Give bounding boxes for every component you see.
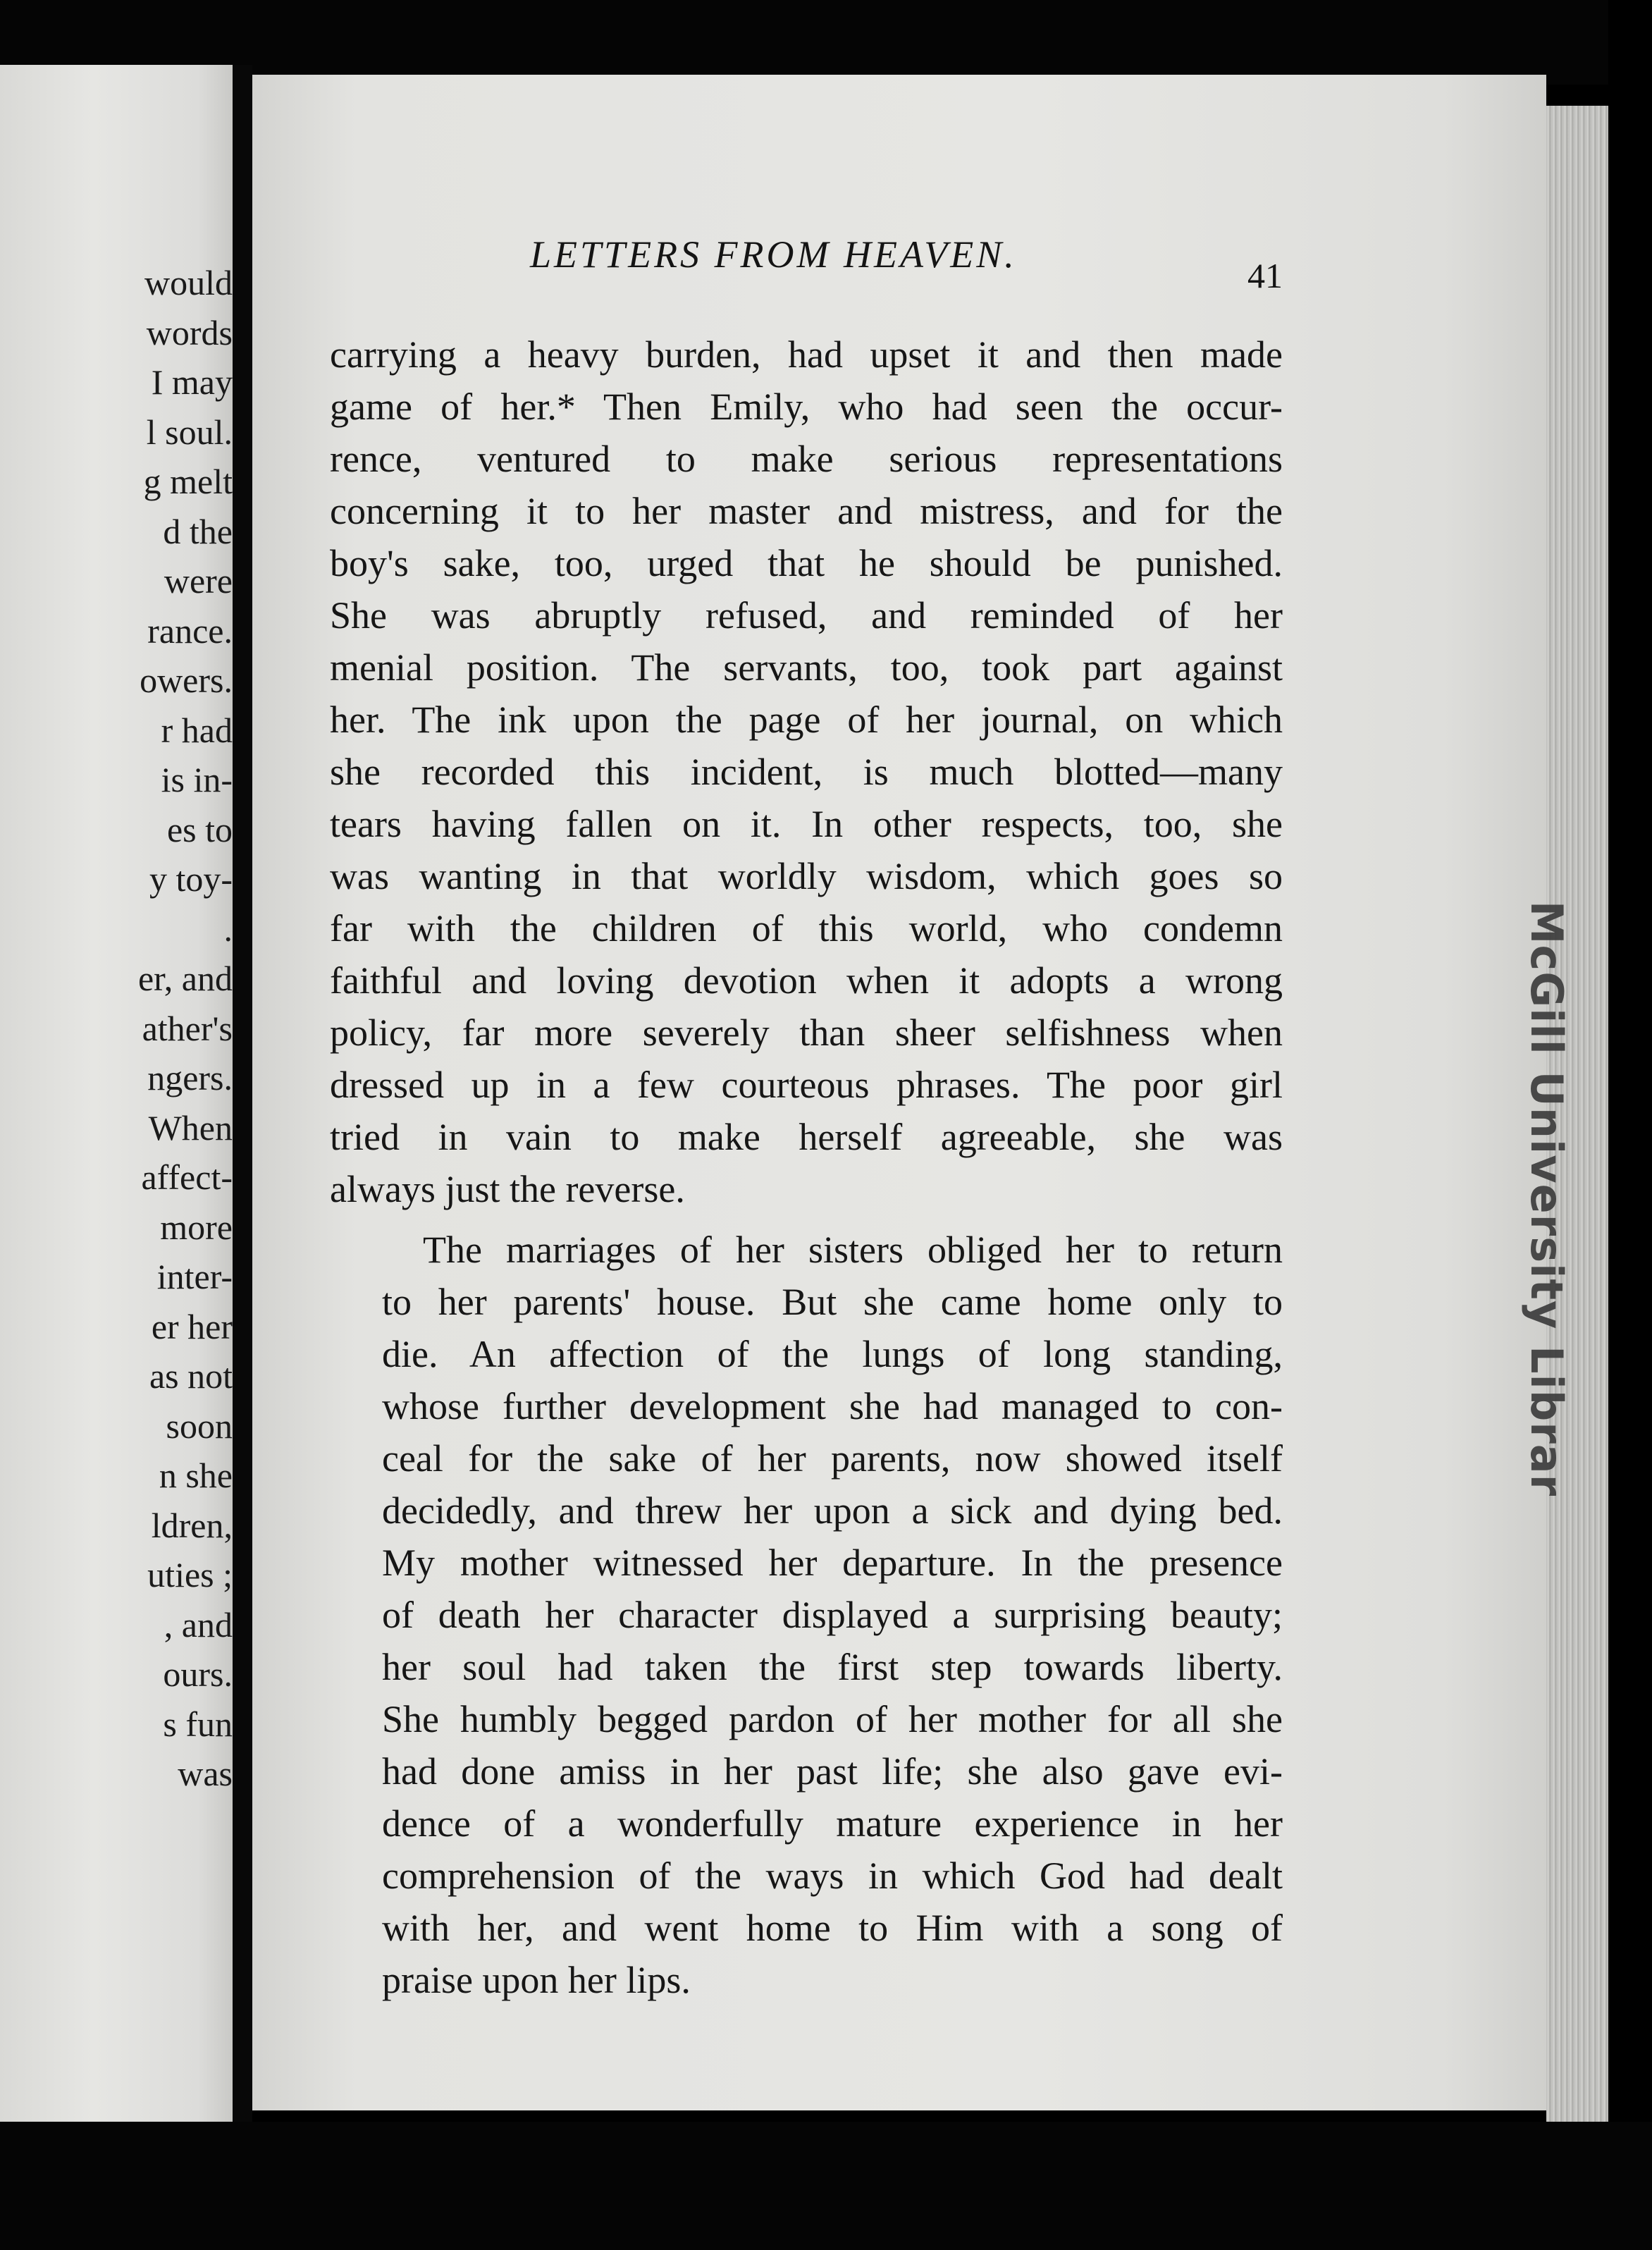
text-line: she recorded this incident, is much blotted—many bbox=[330, 751, 1283, 793]
text-line: whose further development she had managed to con- bbox=[382, 1385, 1283, 1427]
text-line: boy's sake, too, urged that he should be punished. bbox=[330, 542, 1283, 584]
scan-right-border bbox=[1608, 0, 1652, 2250]
text-line: faithful and loving devotion when it adopts a wrong bbox=[330, 959, 1283, 1002]
facing-page-text-fragment: ours. bbox=[163, 1654, 233, 1694]
text-line: The marriages of her sisters obliged her to return bbox=[423, 1229, 1283, 1271]
text-line: She was abruptly refused, and reminded of her bbox=[330, 594, 1283, 637]
facing-page-text-fragment: words bbox=[146, 312, 233, 352]
scan-bottom-border bbox=[0, 2122, 1652, 2250]
text-line: praise upon her lips. bbox=[382, 1959, 691, 2001]
text-line: concerning it to her master and mistress, and for the bbox=[330, 490, 1283, 532]
text-line: My mother witnessed her departure. In the presence bbox=[382, 1542, 1283, 1584]
text-line: tried in vain to make herself agreeable, she was bbox=[330, 1116, 1283, 1158]
paragraph bbox=[330, 328, 1283, 1215]
text-line: decidedly, and threw her upon a sick and dying bed. bbox=[382, 1489, 1283, 1532]
text-line: tears having fallen on it. In other respects, too, she bbox=[330, 803, 1283, 845]
facing-page-text-fragment: . bbox=[223, 909, 233, 949]
text-line: menial position. The servants, too, took part against bbox=[330, 646, 1283, 689]
facing-page-text-fragment: more bbox=[160, 1207, 233, 1247]
text-line: of death her character displayed a surprising beauty; bbox=[382, 1594, 1283, 1636]
facing-page-text-fragment: y toy- bbox=[149, 859, 233, 899]
facing-page-text-fragment: , and bbox=[164, 1604, 233, 1645]
facing-page-text-fragment: er, and bbox=[137, 959, 233, 998]
facing-page-text-fragment: were bbox=[164, 561, 233, 601]
facing-page-text-fragment: l soul. bbox=[146, 412, 233, 452]
text-line: carrying a heavy burden, had upset it and then made bbox=[330, 333, 1283, 376]
text-line: her. The ink upon the page of her journal, on which bbox=[330, 699, 1283, 741]
facing-page-text-fragment: r had bbox=[161, 710, 233, 750]
facing-page-text-fragment: g melt bbox=[143, 462, 233, 501]
text-line: her soul had taken the first step towards liberty. bbox=[382, 1646, 1283, 1688]
text-line: rence, ventured to make serious representations bbox=[330, 438, 1283, 480]
facing-page-text-fragment: er her bbox=[151, 1306, 233, 1346]
facing-page-text-fragment: soon bbox=[166, 1406, 233, 1446]
facing-page-text-fragment: n she bbox=[159, 1456, 233, 1495]
library-stamp: McGill University Librar bbox=[1521, 900, 1573, 1496]
facing-page-text-fragment: is in- bbox=[161, 760, 233, 799]
text-line: She humbly begged pardon of her mother for all she bbox=[382, 1698, 1283, 1740]
text-line: ceal for the sake of her parents, now showed itself bbox=[382, 1437, 1283, 1480]
facing-page-text-fragment: ldren, bbox=[151, 1505, 233, 1545]
facing-page-text-fragment: es to bbox=[166, 809, 233, 849]
facing-page-text-fragment: ngers. bbox=[147, 1058, 233, 1098]
text-line: game of her.* Then Emily, who had seen the occur- bbox=[330, 386, 1283, 428]
text-line: policy, far more severely than sheer selfishness when bbox=[330, 1012, 1283, 1054]
facing-page-text-fragment: s fun bbox=[163, 1704, 233, 1744]
text-line: far with the children of this world, who condemn bbox=[330, 907, 1283, 949]
facing-page-text-fragment: rance. bbox=[147, 610, 233, 651]
body-text bbox=[330, 328, 1283, 2006]
text-line: had done amiss in her past life; she also gave evi- bbox=[382, 1750, 1283, 1793]
facing-page-text-fragment: would bbox=[144, 263, 233, 302]
facing-page-text-fragment: was bbox=[178, 1754, 233, 1793]
text-line: dressed up in a few courteous phrases. The poor girl bbox=[330, 1064, 1283, 1106]
facing-page-text-fragment: inter- bbox=[156, 1257, 233, 1296]
book-gutter bbox=[233, 65, 252, 2250]
page-number: 41 bbox=[1247, 256, 1283, 295]
facing-page-text-fragment: affect- bbox=[141, 1157, 233, 1197]
facing-page-text-fragment: d the bbox=[163, 511, 233, 551]
paragraph bbox=[330, 1224, 1283, 2006]
text-line: die. An affection of the lungs of long standing, bbox=[382, 1333, 1283, 1375]
text-line: with her, and went home to Him with a song of bbox=[382, 1907, 1283, 1949]
text-line: was wanting in that worldly wisdom, which goes so bbox=[330, 855, 1283, 897]
text-line: always just the reverse. bbox=[330, 1168, 685, 1210]
facing-page-text-fragment: When bbox=[148, 1107, 233, 1148]
text-line: to her parents' house. But she came home only to bbox=[382, 1281, 1283, 1323]
facing-page-left bbox=[0, 65, 233, 2151]
facing-page-text-fragment: as not bbox=[149, 1356, 233, 1396]
facing-page-text-fragment: ather's bbox=[142, 1008, 233, 1048]
facing-page-text-fragment: I may bbox=[151, 362, 233, 402]
text-line: comprehension of the ways in which God had dealt bbox=[382, 1855, 1283, 1897]
facing-page-text-fragment: uties ; bbox=[147, 1555, 233, 1594]
text-line: dence of a wonderfully mature experience in her bbox=[382, 1802, 1283, 1845]
facing-page-text-fragment: owers. bbox=[140, 660, 233, 700]
running-head: LETTERS FROM HEAVEN. bbox=[530, 233, 1017, 276]
